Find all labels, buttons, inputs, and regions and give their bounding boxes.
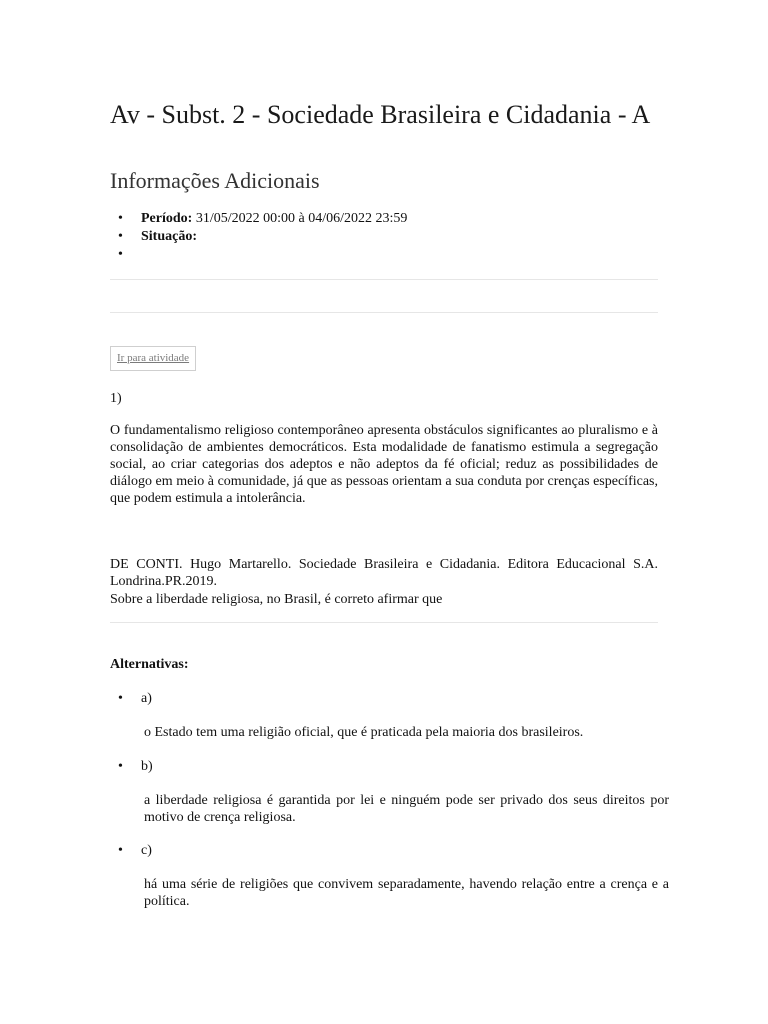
section-subtitle: Informações Adicionais	[110, 168, 320, 193]
alternative-b-text[interactable]: a liberdade religiosa é garantida por lei e ninguém pode ser privado dos seus direitos por motivo de crença religiosa.	[144, 793, 669, 825]
info-list	[110, 210, 658, 264]
info-item-period	[110, 210, 658, 228]
alternative-c-label[interactable]	[110, 842, 152, 859]
alternative-label-text: c)	[141, 843, 152, 858]
bullet: •	[118, 691, 123, 706]
bullet: •	[118, 247, 123, 262]
question-prompt: Sobre a liberdade religiosa, no Brasil, é correto afirmar que	[110, 592, 443, 607]
alternative-c-text[interactable]: há uma série de religiões que convivem separadamente, havendo relação entre a crença e a política.	[144, 877, 669, 909]
page-title: Av - Subst. 2 - Sociedade Brasileira e Cidadania - A	[110, 100, 651, 129]
question-number: 1)	[110, 391, 122, 406]
alternative-label-text: a)	[141, 691, 152, 706]
status-label: Situação:	[141, 229, 197, 244]
go-to-activity-button[interactable]: Ir para atividade	[110, 346, 196, 371]
info-item-status	[110, 228, 658, 246]
divider	[110, 279, 658, 280]
bullet: •	[118, 843, 123, 858]
alternatives-heading: Alternativas:	[110, 657, 189, 672]
bullet: •	[118, 211, 123, 226]
period-label: Período:	[141, 211, 193, 226]
alternative-a-label[interactable]	[110, 690, 152, 707]
alternative-label-text: b)	[141, 759, 153, 774]
period-value: 31/05/2022 00:00 à 04/06/2022 23:59	[195, 211, 408, 226]
bullet: •	[118, 759, 123, 774]
divider	[110, 622, 658, 623]
divider	[110, 312, 658, 313]
bullet: •	[118, 229, 123, 244]
info-item-empty	[110, 246, 658, 264]
alternative-a-text[interactable]: o Estado tem uma religião oficial, que é praticada pela maioria dos brasileiros.	[144, 725, 584, 740]
question-text: O fundamentalismo religioso contemporâneo apresenta obstáculos significantes ao pluralismo e à consolidação de ambientes democráticos. Esta modalidade de fanatismo estimula a segregação social, ao criar categorias dos adeptos e não adeptos da fé oficial; reduz as possibilidades de diálogo em meio à comunidade, já que as pessoas orientam a sua conduta por crenças específicas, que podem estimula a intolerância.	[110, 423, 658, 506]
alternative-b-label[interactable]	[110, 758, 153, 775]
question-reference: DE CONTI. Hugo Martarello. Sociedade Brasileira e Cidadania. Editora Educacional S.A. Londrina.PR.2019.	[110, 557, 658, 589]
